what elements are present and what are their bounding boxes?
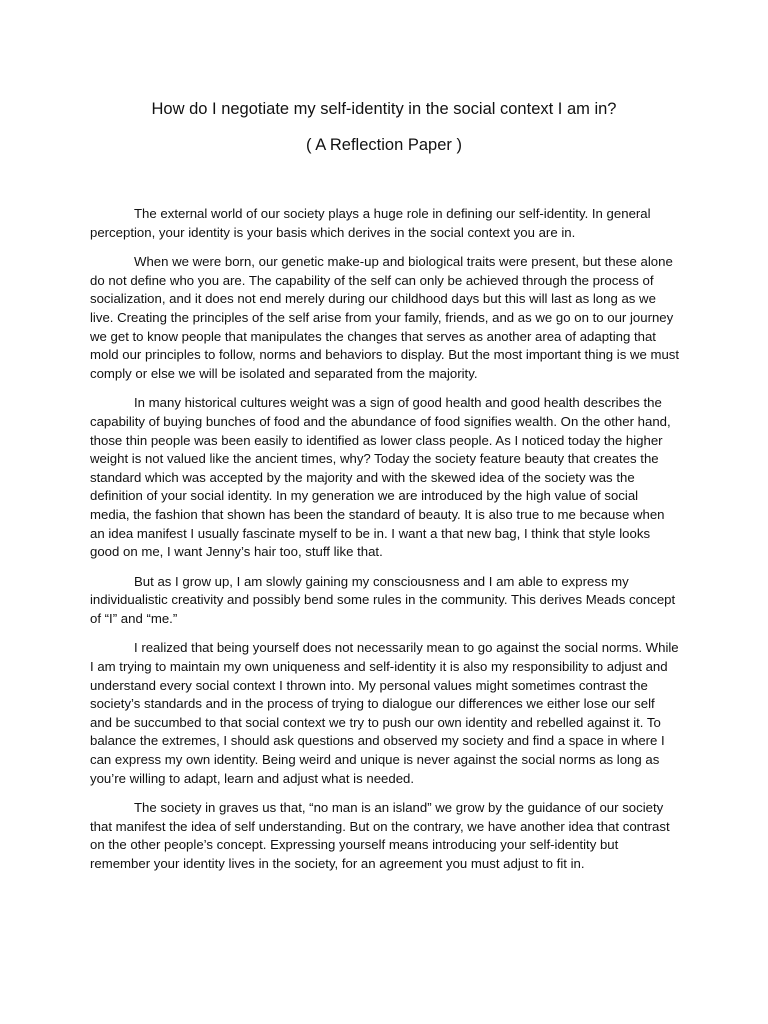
document-subtitle: ( A Reflection Paper ) (306, 136, 462, 154)
paragraph-3: In many historical cultures weight was a sign of good health and good health describes the capability of buying bunches of food and the abundance of food signifies wealth. On the other hand, those thin people was been easily to identified as lower class people. As I noticed today the higher weight is not valued like the ancient times, why? Today the society feature beauty that creates the standard which was accepted by the majority and with the skewed idea of the society was the definition of your social identity. In my generation we are introduced by the high value of social media, the fashion that shown has been the standard of beauty. It is also true to me because when an idea manifest I usually fascinate myself to be in. I want a that new bag, I think that style looks good on me, I want Jenny’s hair too, stuff like that. (90, 395, 671, 560)
paragraph-6: The society in graves us that, “no man is an island” we grow by the guidance of our society that manifest the idea of self understanding. But on the contrary, we have another idea that contrast on the other people’s concept. Expressing yourself means introducing your self-identity but remember your identity lives in the society, for an agreement you must adjust to fit in. (90, 800, 670, 871)
paragraph-2: When we were born, our genetic make-up and biological traits were present, but these alone do not define who you are. The capability of the self can only be achieved through the process of socialization, and it does not end merely during our childhood days but this will last as long as we live. Creating the principles of the self arise from your family, friends, and as we go on to our journey we get to know people that manipulates the changes that serves as another area of adapting that mold our principles to follow, norms and behaviors to display. But the most important thing is we must comply or else we will be isolated and separated from the majority. (90, 254, 680, 381)
document-title: How do I negotiate my self-identity in the social context I am in? (151, 100, 617, 118)
paragraph-4: But as I grow up, I am slowly gaining my consciousness and I am able to express my individualistic creativity and possibly bend some rules in the community. This derives Meads concept of “I” and “me.” (90, 573, 676, 626)
document-body (90, 205, 680, 885)
paragraph-5: I realized that being yourself does not necessarily mean to go against the social norms. While I am trying to maintain my own uniqueness and self-identity it is also my responsibility to adjust and understand every social context I thrown into. My personal values might sometimes contrast the society’s standards and in the process of trying to dialogue our differences we either lose our self and be succumbed to that social context we try to push our own identity and rebelled against it. To balance the extremes, I should ask questions and observed my society and find a space in where I can express my own identity. Being weird and unique is never against the social norms as long as you’re willing to adapt, learn and adjust what is needed. (90, 640, 679, 786)
paragraph-1: The external world of our society plays a huge role in defining our self-identity. In general perception, your identity is your basis which derives in the social context you are in. (90, 206, 651, 240)
